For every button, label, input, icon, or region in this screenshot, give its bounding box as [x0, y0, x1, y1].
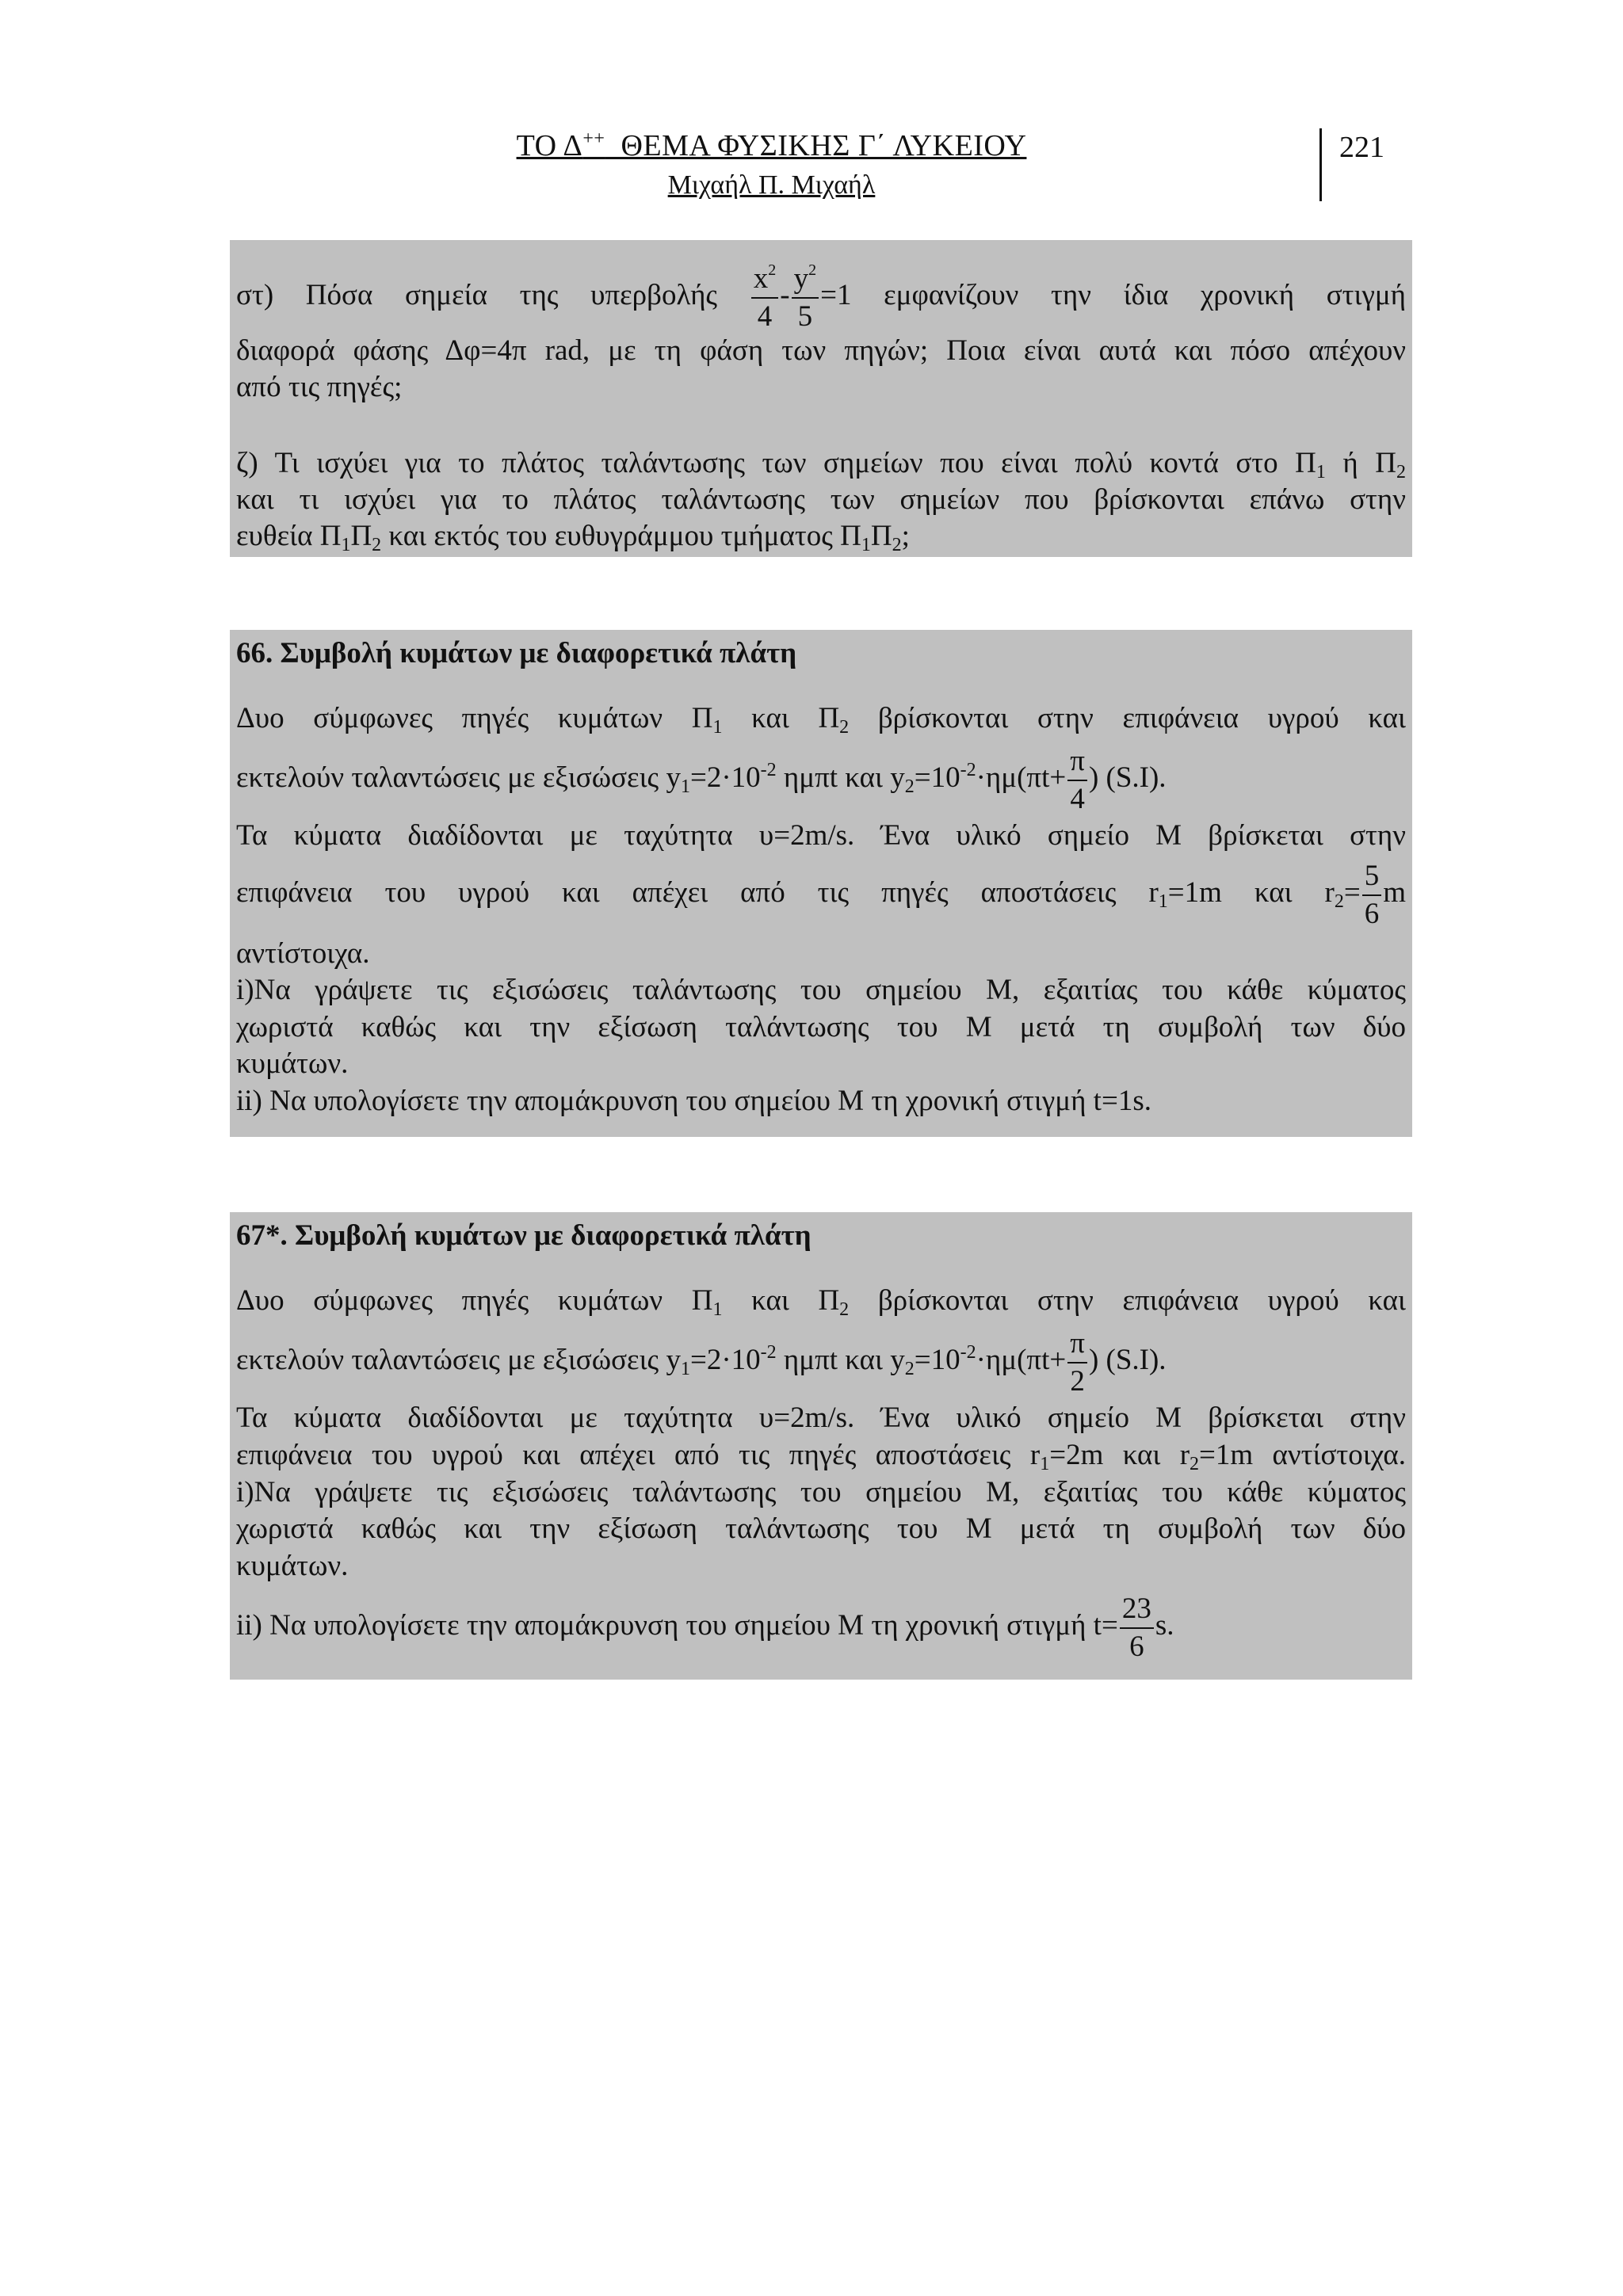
problem-67-line-4: επιφάνεια του υγρού και απέχει από τις πηγές αποστάσεις $r_1=2m$ και $r_2=1m$ αντίστοιχα. — [236, 1439, 1406, 1474]
page-number: 221 — [1339, 131, 1384, 164]
fraction-pi-over-4: $\frac{\pi}{4}$ — [1067, 743, 1087, 818]
fraction-23-over-6: $\frac{23}{6}$ — [1120, 1591, 1154, 1665]
problem-66-line-4: επιφάνεια του υγρού και απέχει από τις πηγές αποστάσεις $r_1=1m$ και $r_2=$ $\frac{5}{6}$ m — [236, 856, 1406, 930]
fraction-5-over-6: $\frac{5}{6}$ — [1362, 858, 1382, 933]
problem-66-line-3: Τα κύματα διαδίδονται με ταχύτητα υ=2m/s. Ένα υλικό σημείο Μ βρίσκεται στην — [236, 819, 1406, 852]
problem-67-line-2: εκτελούν ταλαντώσεις με εξισώσεις $y_1=2\cdot 10^{-2}$ ημπt και $y_2=10^{-2}\cdot\eta\mu(\pi t+$ $\frac{\pi}{2}$ ) (S.I). — [236, 1323, 1406, 1398]
problem-66-box — [230, 630, 1412, 1137]
problem-67-line-8: ii) Να υπολογίσετε την απομάκρυνση του σημείου Μ τη χρονική στιγμή t= $\frac{23}{6}$ s. — [236, 1589, 1406, 1663]
problem-66-heading: 66. Συμβολή κυμάτων με διαφορετικά πλάτη — [236, 637, 797, 669]
question-z-line-2: και τι ισχύει για το πλάτος ταλάντωσης των σημείων που βρίσκονται επάνω στην — [236, 483, 1406, 516]
problem-67-line-3: Τα κύματα διαδίδονται με ταχύτητα υ=2m/s. Ένα υλικό σημείο Μ βρίσκεται στην — [236, 1402, 1406, 1434]
problem-67-line-1: Δυο σύμφωνες πηγές κυμάτων $\Pi_1$ και $\Pi_2$ βρίσκονται στην επιφάνεια υγρού και — [236, 1284, 1406, 1320]
question-st-line-3: από τις πηγές; — [236, 371, 403, 403]
problem-66-line-7: χωριστά καθώς και την εξίσωση ταλάντωσης του Μ μετά τη συμβολή των δύο — [236, 1011, 1406, 1043]
problem-67-heading: 67*. Συμβολή κυμάτων με διαφορετικά πλάτη — [236, 1219, 812, 1252]
header-divider — [1319, 128, 1322, 201]
running-title: ΤΟ Δ++ ΘΕΜΑ ΦΥΣΙΚΗΣ Γ΄ ΛΥΚΕΙΟΥ — [516, 128, 1027, 162]
author-line: Μιχαήλ Π. Μιχαήλ — [667, 170, 876, 200]
problem-66-line-2: εκτελούν ταλαντώσεις με εξισώσεις $y_1=2\cdot 10^{-2}$ ημπt και $y_2=10^{-2}\cdot\eta\mu(\pi t+$ $\frac{\pi}{4}$ ) (S.I). — [236, 741, 1406, 815]
problem-66-line-9: ii) Να υπολογίσετε την απομάκρυνση του σημείου Μ τη χρονική στιγμή t=1s. — [236, 1085, 1151, 1117]
problem-67-line-5: i)Να γράψετε τις εξισώσεις ταλάντωσης του σημείου Μ, εξαιτίας του κάθε κύματος — [236, 1476, 1406, 1508]
problem-67-line-6: χωριστά καθώς και την εξίσωση ταλάντωσης του Μ μετά τη συμβολή των δύο — [236, 1512, 1406, 1545]
problem-66-line-5: αντίστοιχα. — [236, 937, 370, 970]
question-box-continued — [230, 240, 1412, 557]
problem-66-line-8: κυμάτων. — [236, 1047, 349, 1080]
question-st-line-2: διαφορά φάσης Δφ=4π rad, με τη φάση των πηγών; Ποια είναι αυτά και πόσο απέχουν — [236, 334, 1406, 367]
fraction-pi-over-2: $\frac{\pi}{2}$ — [1067, 1325, 1087, 1400]
question-st-line-1: στ) Πόσα σημεία της υπερβολής $\frac{x^2}{4}$ - $\frac{y^2}{5}$ =1 εμφανίζουν την ίδια χρονική στιγμή — [236, 260, 1406, 331]
fraction-y2-over-5: $\frac{y^2}{5}$ — [792, 261, 819, 335]
fraction-x2-over-4: $\frac{x^2}{4}$ — [751, 261, 779, 335]
problem-66-line-1: Δυο σύμφωνες πηγές κυμάτων $\Pi_1$ και $\Pi_2$ βρίσκονται στην επιφάνεια υγρού και — [236, 702, 1406, 738]
problem-67-box — [230, 1212, 1412, 1680]
question-z-line-1: ζ) Τι ισχύει για το πλάτος ταλάντωσης των σημείων που είναι πολύ κοντά στο $\Pi_1$ ή $\Pi_2$ — [236, 447, 1406, 482]
problem-66-line-6: i)Να γράψετε τις εξισώσεις ταλάντωσης του σημείου Μ, εξαιτίας του κάθε κύματος — [236, 974, 1406, 1006]
question-z-line-3: ευθεία $\Pi_1\Pi_2$ και εκτός του ευθυγράμμου τμήματος $\Pi_1\Pi_2$; — [236, 520, 910, 555]
problem-67-line-7: κυμάτων. — [236, 1550, 349, 1582]
